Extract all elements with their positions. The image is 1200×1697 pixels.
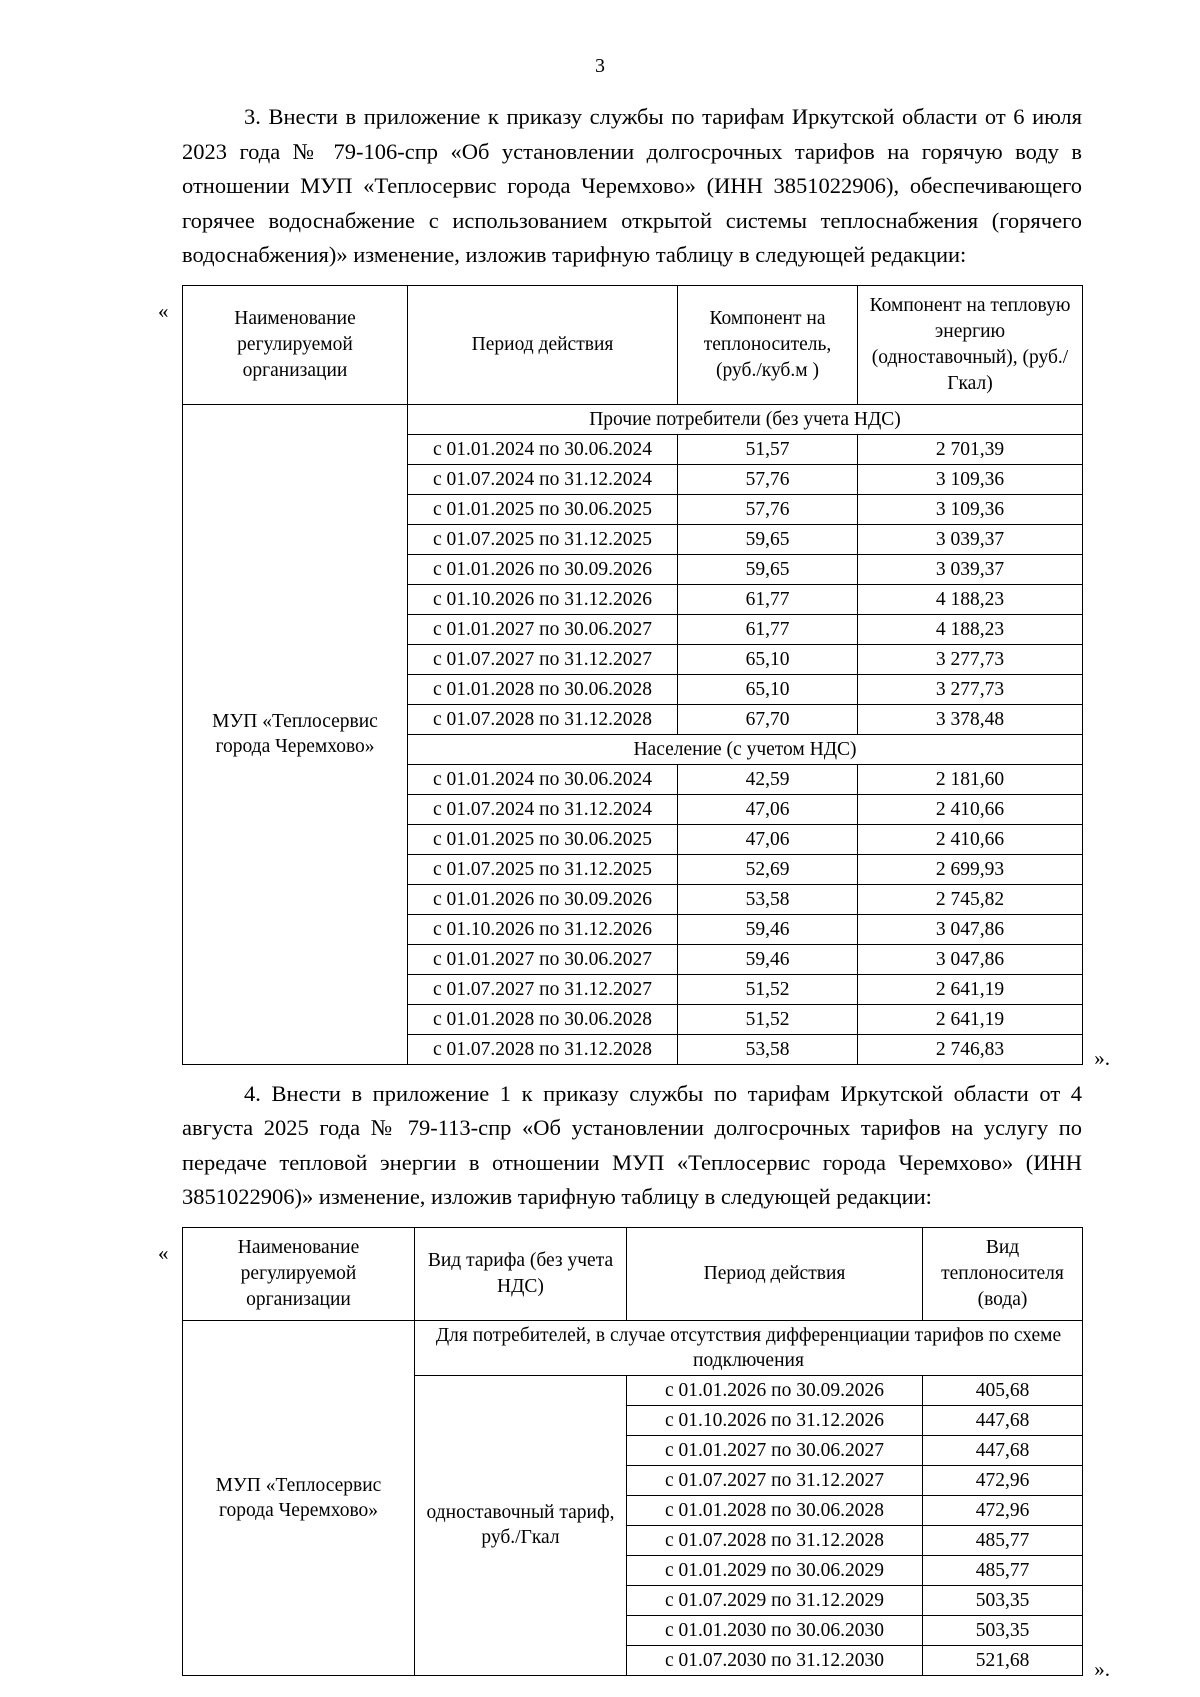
table1-cell-period: с 01.01.2026 по 30.09.2026 <box>408 554 678 584</box>
table2-tariff-kind-cell: одноставочный тариф, руб./Гкал <box>415 1375 627 1675</box>
table1-cell-heat: 2 410,66 <box>858 794 1083 824</box>
table1-cell-coolant: 57,76 <box>678 464 858 494</box>
table1-cell-heat: 2 641,19 <box>858 974 1083 1004</box>
table1-cell-heat: 2 410,66 <box>858 824 1083 854</box>
table1-cell-coolant: 61,77 <box>678 614 858 644</box>
table1-cell-coolant: 51,57 <box>678 434 858 464</box>
table1-cell-period: с 01.01.2027 по 30.06.2027 <box>408 944 678 974</box>
table1-cell-heat: 2 701,39 <box>858 434 1083 464</box>
table1-cell-heat: 3 109,36 <box>858 494 1083 524</box>
table1-cell-period: с 01.01.2025 по 30.06.2025 <box>408 824 678 854</box>
table1-group-header-row <box>183 404 1083 434</box>
table2-cell-period: с 01.01.2028 по 30.06.2028 <box>627 1495 923 1525</box>
table2-cell-value: 503,35 <box>923 1615 1083 1645</box>
table1-cell-coolant: 67,70 <box>678 704 858 734</box>
table2-organization-cell: МУП «Теплосервис города Черемхово» <box>183 1320 415 1675</box>
table2-group-header-row <box>183 1320 1083 1375</box>
table1-cell-period: с 01.10.2026 по 31.12.2026 <box>408 914 678 944</box>
table2-header-coolant-type: Вид теплоносителя (вода) <box>923 1227 1083 1320</box>
table2-cell-period: с 01.07.2028 по 31.12.2028 <box>627 1525 923 1555</box>
table1-cell-heat: 2 699,93 <box>858 854 1083 884</box>
table2-group-title: Для потребителей, в случае отсутствия дифференциации тарифов по схеме подключения <box>415 1320 1083 1375</box>
table1-cell-coolant: 57,76 <box>678 494 858 524</box>
table1-cell-period: с 01.01.2024 по 30.06.2024 <box>408 764 678 794</box>
table2-cell-period: с 01.10.2026 по 31.12.2026 <box>627 1405 923 1435</box>
table2-cell-value: 405,68 <box>923 1375 1083 1405</box>
table1-cell-coolant: 59,65 <box>678 554 858 584</box>
table1-cell-coolant: 47,06 <box>678 824 858 854</box>
table1-cell-heat: 2 745,82 <box>858 884 1083 914</box>
table1-cell-coolant: 65,10 <box>678 674 858 704</box>
table1-cell-coolant: 61,77 <box>678 584 858 614</box>
table1-cell-period: с 01.07.2027 по 31.12.2027 <box>408 644 678 674</box>
table1-cell-period: с 01.01.2026 по 30.09.2026 <box>408 884 678 914</box>
table1-cell-period: с 01.01.2028 по 30.06.2028 <box>408 674 678 704</box>
table2-quote-close: ». <box>1094 1656 1110 1681</box>
table1-group-title-population: Население (с учетом НДС) <box>408 734 1083 764</box>
page-number: 3 <box>595 55 605 77</box>
table2-wrapper <box>158 1227 1110 1681</box>
table1-cell-heat: 3 039,37 <box>858 524 1083 554</box>
table1-cell-period: с 01.07.2028 по 31.12.2028 <box>408 704 678 734</box>
table1-cell-period: с 01.07.2025 по 31.12.2025 <box>408 524 678 554</box>
table1-cell-heat: 4 188,23 <box>858 614 1083 644</box>
table2-cell-value: 472,96 <box>923 1495 1083 1525</box>
table1-cell-period: с 01.01.2028 по 30.06.2028 <box>408 1004 678 1034</box>
table2-quote-open: « <box>158 1240 169 1265</box>
table1-cell-heat: 3 277,73 <box>858 674 1083 704</box>
table2-header-period: Период действия <box>627 1227 923 1320</box>
table1-organization-cell: МУП «Теплосервис города Черемхово» <box>183 404 408 1064</box>
table1-cell-heat: 2 641,19 <box>858 1004 1083 1034</box>
table1-cell-coolant: 53,58 <box>678 1034 858 1064</box>
table2-cell-period: с 01.01.2030 по 30.06.2030 <box>627 1615 923 1645</box>
table1-cell-coolant: 52,69 <box>678 854 858 884</box>
table1-cell-heat: 2 746,83 <box>858 1034 1083 1064</box>
table1-cell-period: с 01.01.2027 по 30.06.2027 <box>408 614 678 644</box>
table1-cell-coolant: 51,52 <box>678 1004 858 1034</box>
table1-header-heat-component: Компонент на тепловую энергию (одноставочный), (руб./Гкал) <box>858 285 1083 404</box>
table1-cell-coolant: 59,46 <box>678 914 858 944</box>
table1-cell-heat: 2 181,60 <box>858 764 1083 794</box>
table2-cell-value: 472,96 <box>923 1465 1083 1495</box>
table1-cell-coolant: 51,52 <box>678 974 858 1004</box>
table1-header-organization: Наименование регулируемой организации <box>183 285 408 404</box>
table1-cell-period: с 01.07.2024 по 31.12.2024 <box>408 464 678 494</box>
table2-header-organization: Наименование регулируемой организации <box>183 1227 415 1320</box>
table2-cell-period: с 01.07.2030 по 31.12.2030 <box>627 1645 923 1675</box>
table1-cell-coolant: 53,58 <box>678 884 858 914</box>
table1-cell-heat: 3 378,48 <box>858 704 1083 734</box>
table1-cell-coolant: 47,06 <box>678 794 858 824</box>
table1-cell-coolant: 42,59 <box>678 764 858 794</box>
table1-cell-coolant: 65,10 <box>678 644 858 674</box>
paragraph-item-4: 4. Внести в приложение 1 к приказу службы по тарифам Иркутской области от 4 августа 2025 года № 79-113-спр «Об установлении долгосрочных тарифов на услугу по передаче тепловой энергии в отношении МУП «Теплосервис города Черемхово» (ИНН 3851022906)» изменение, изложив тарифную таблицу в следующей редакции: <box>182 1080 1082 1209</box>
table2-cell-period: с 01.01.2027 по 30.06.2027 <box>627 1435 923 1465</box>
table2-cell-period: с 01.07.2029 по 31.12.2029 <box>627 1585 923 1615</box>
table1-cell-heat: 3 047,86 <box>858 944 1083 974</box>
table1-header-period: Период действия <box>408 285 678 404</box>
table2-cell-period: с 01.01.2026 по 30.09.2026 <box>627 1375 923 1405</box>
table1-cell-heat: 3 047,86 <box>858 914 1083 944</box>
table1-group-title-other-consumers: Прочие потребители (без учета НДС) <box>408 404 1083 434</box>
table1-header-row <box>183 285 1083 404</box>
table2-cell-value: 503,35 <box>923 1585 1083 1615</box>
table1-cell-heat: 3 039,37 <box>858 554 1083 584</box>
heat-transfer-tariff-table <box>182 1227 1083 1676</box>
table2-header-tariff-kind: Вид тарифа (без учета НДС) <box>415 1227 627 1320</box>
table1-wrapper <box>158 285 1110 1070</box>
table2-cell-period: с 01.07.2027 по 31.12.2027 <box>627 1465 923 1495</box>
paragraph-item-3: 3. Внести в приложение к приказу службы по тарифам Иркутской области от 6 июля 2023 года № 79-106-спр «Об установлении долгосрочных тарифов на горячую воду в отношении МУП «Теплосервис города Черемхово» (ИНН 3851022906), обеспечивающего горячее водоснабжение с использованием открытой системы теплоснабжения (горячего водоснабжения)» изменение, изложив тарифную таблицу в следующей редакции: <box>182 104 1082 267</box>
table1-cell-heat: 3 109,36 <box>858 464 1083 494</box>
table1-quote-close: ». <box>1094 1045 1110 1070</box>
table1-cell-coolant: 59,65 <box>678 524 858 554</box>
table2-header-row <box>183 1227 1083 1320</box>
table2-cell-value: 447,68 <box>923 1435 1083 1465</box>
table2-cell-value: 485,77 <box>923 1555 1083 1585</box>
table1-cell-period: с 01.07.2028 по 31.12.2028 <box>408 1034 678 1064</box>
table1-quote-open: « <box>158 298 169 323</box>
table1-cell-period: с 01.01.2024 по 30.06.2024 <box>408 434 678 464</box>
table2-cell-period: с 01.01.2029 по 30.06.2029 <box>627 1555 923 1585</box>
table1-cell-heat: 3 277,73 <box>858 644 1083 674</box>
table1-header-coolant-component: Компонент на теплоноситель, (руб./куб.м ) <box>678 285 858 404</box>
table1-cell-period: с 01.01.2025 по 30.06.2025 <box>408 494 678 524</box>
table1-cell-heat: 4 188,23 <box>858 584 1083 614</box>
table2-cell-value: 447,68 <box>923 1405 1083 1435</box>
document-body <box>158 100 1110 1681</box>
table1-cell-period: с 01.10.2026 по 31.12.2026 <box>408 584 678 614</box>
table1-cell-period: с 01.07.2024 по 31.12.2024 <box>408 794 678 824</box>
table1-cell-period: с 01.07.2027 по 31.12.2027 <box>408 974 678 1004</box>
table1-cell-period: с 01.07.2025 по 31.12.2025 <box>408 854 678 884</box>
hot-water-tariff-table <box>182 285 1083 1065</box>
table2-cell-value: 485,77 <box>923 1525 1083 1555</box>
table2-cell-value: 521,68 <box>923 1645 1083 1675</box>
table1-cell-coolant: 59,46 <box>678 944 858 974</box>
